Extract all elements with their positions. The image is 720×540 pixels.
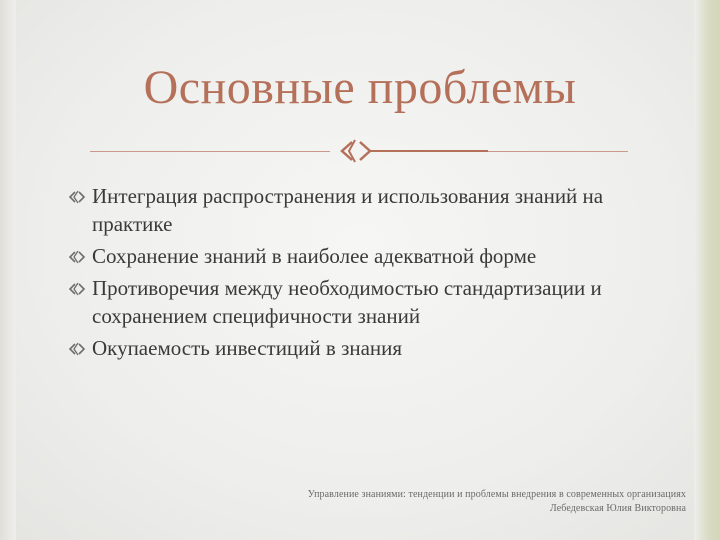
bullet-text: Сохранение знаний в наиболее адекватной форме <box>92 244 537 268</box>
slide-title: Основные проблемы <box>143 61 577 114</box>
slide-footer <box>166 488 686 516</box>
bullet-item <box>68 242 688 270</box>
divider-ornament-icon <box>336 136 372 166</box>
bullet-list <box>68 182 688 366</box>
bullet-chevron-icon <box>68 342 86 356</box>
bullet-chevron-icon <box>68 250 86 264</box>
footer-topic: Управление знаниями: тенденции и проблемы внедрения в современных организациях <box>307 489 686 500</box>
bullet-text: Противоречия между необходимостью стандартизации и сохранением специфичности знаний <box>92 276 602 328</box>
bullet-text: Интеграция распространения и использования знаний на практике <box>92 184 604 236</box>
bullet-item <box>68 274 688 330</box>
title-divider-accent <box>370 150 488 152</box>
bullet-chevron-icon <box>68 282 86 296</box>
bullet-text: Окупаемость инвестиций в знания <box>92 336 403 360</box>
title-divider-left <box>90 151 330 152</box>
footer-author: Лебедевская Юлия Викторовна <box>549 503 686 514</box>
bullet-item <box>68 334 688 362</box>
bullet-item <box>68 182 688 238</box>
bullet-chevron-icon <box>68 190 86 204</box>
